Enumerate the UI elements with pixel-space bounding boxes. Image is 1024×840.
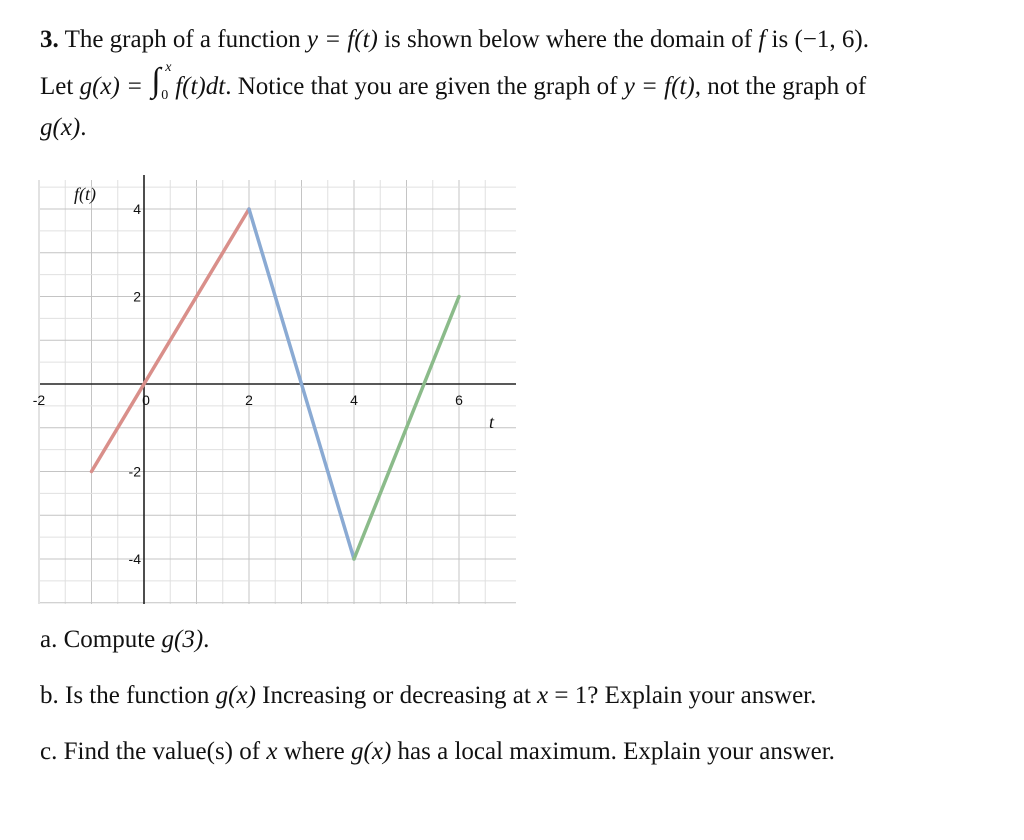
math-expression: x [266, 738, 278, 765]
problem-text: . [80, 114, 87, 141]
grid [39, 180, 516, 604]
integral-lower-limit: 0 [161, 88, 169, 103]
problem-text: not the graph of [707, 73, 867, 100]
problem-text: Let [40, 73, 74, 100]
math-expression: g(x) = [79, 73, 143, 100]
x-tick-label: 2 [245, 392, 253, 408]
x-tick-label: 4 [350, 392, 358, 408]
question-text: where [283, 738, 345, 765]
math-expression: g(3) [161, 626, 204, 653]
question-text: c. Find the value(s) of [40, 738, 261, 765]
y-tick-label: -4 [128, 551, 141, 567]
question-c [40, 738, 835, 766]
math-expression: g(x) [215, 682, 256, 709]
axes [40, 175, 516, 604]
integral-symbol [149, 60, 175, 103]
problem-text: . Notice that you are given the graph of [225, 73, 618, 100]
question-a [40, 626, 209, 654]
math-expression: g(x) [40, 114, 81, 141]
problem-text: is shown below where the domain of [384, 26, 753, 53]
y-tick-label: 2 [133, 288, 141, 305]
function-graph [30, 160, 530, 610]
math-expression: y = f(t) [306, 26, 378, 53]
y-axis-label: f(t) [74, 184, 96, 204]
problem-text: is [771, 26, 789, 53]
math-expression: f(t)dt [175, 73, 226, 100]
question-text: . [203, 626, 210, 653]
y-tick-label: 4 [133, 201, 141, 217]
x-tick-label: 0 [142, 392, 150, 408]
math-expression: f [758, 26, 766, 53]
x-axis-label: t [489, 412, 495, 432]
integral-sign: ∫ [151, 62, 161, 99]
math-expression: g(x) [351, 738, 392, 765]
problem-number: 3. [40, 26, 59, 53]
problem-line-2 [40, 60, 867, 103]
problem-text: The graph of a function [64, 26, 301, 53]
y-tick-label: -2 [128, 463, 141, 480]
question-text: Increasing or decreasing at [262, 682, 531, 709]
x-tick-label: -2 [32, 392, 46, 408]
question-text: b. Is the function [40, 682, 210, 709]
question-text: = 1? Explain your answer. [554, 682, 817, 709]
math-expression: y = f(t), [623, 73, 701, 100]
question-b [40, 682, 816, 710]
problem-line-1 [40, 26, 869, 54]
question-text: has a local maximum. Explain your answer. [397, 738, 835, 765]
x-tick-label: 6 [455, 392, 463, 408]
math-expression: (−1, 6). [794, 26, 869, 53]
math-expression: x [537, 682, 549, 709]
problem-line-3 [40, 114, 87, 142]
integral-upper-limit: x [165, 60, 172, 75]
question-text: a. Compute [40, 626, 156, 653]
